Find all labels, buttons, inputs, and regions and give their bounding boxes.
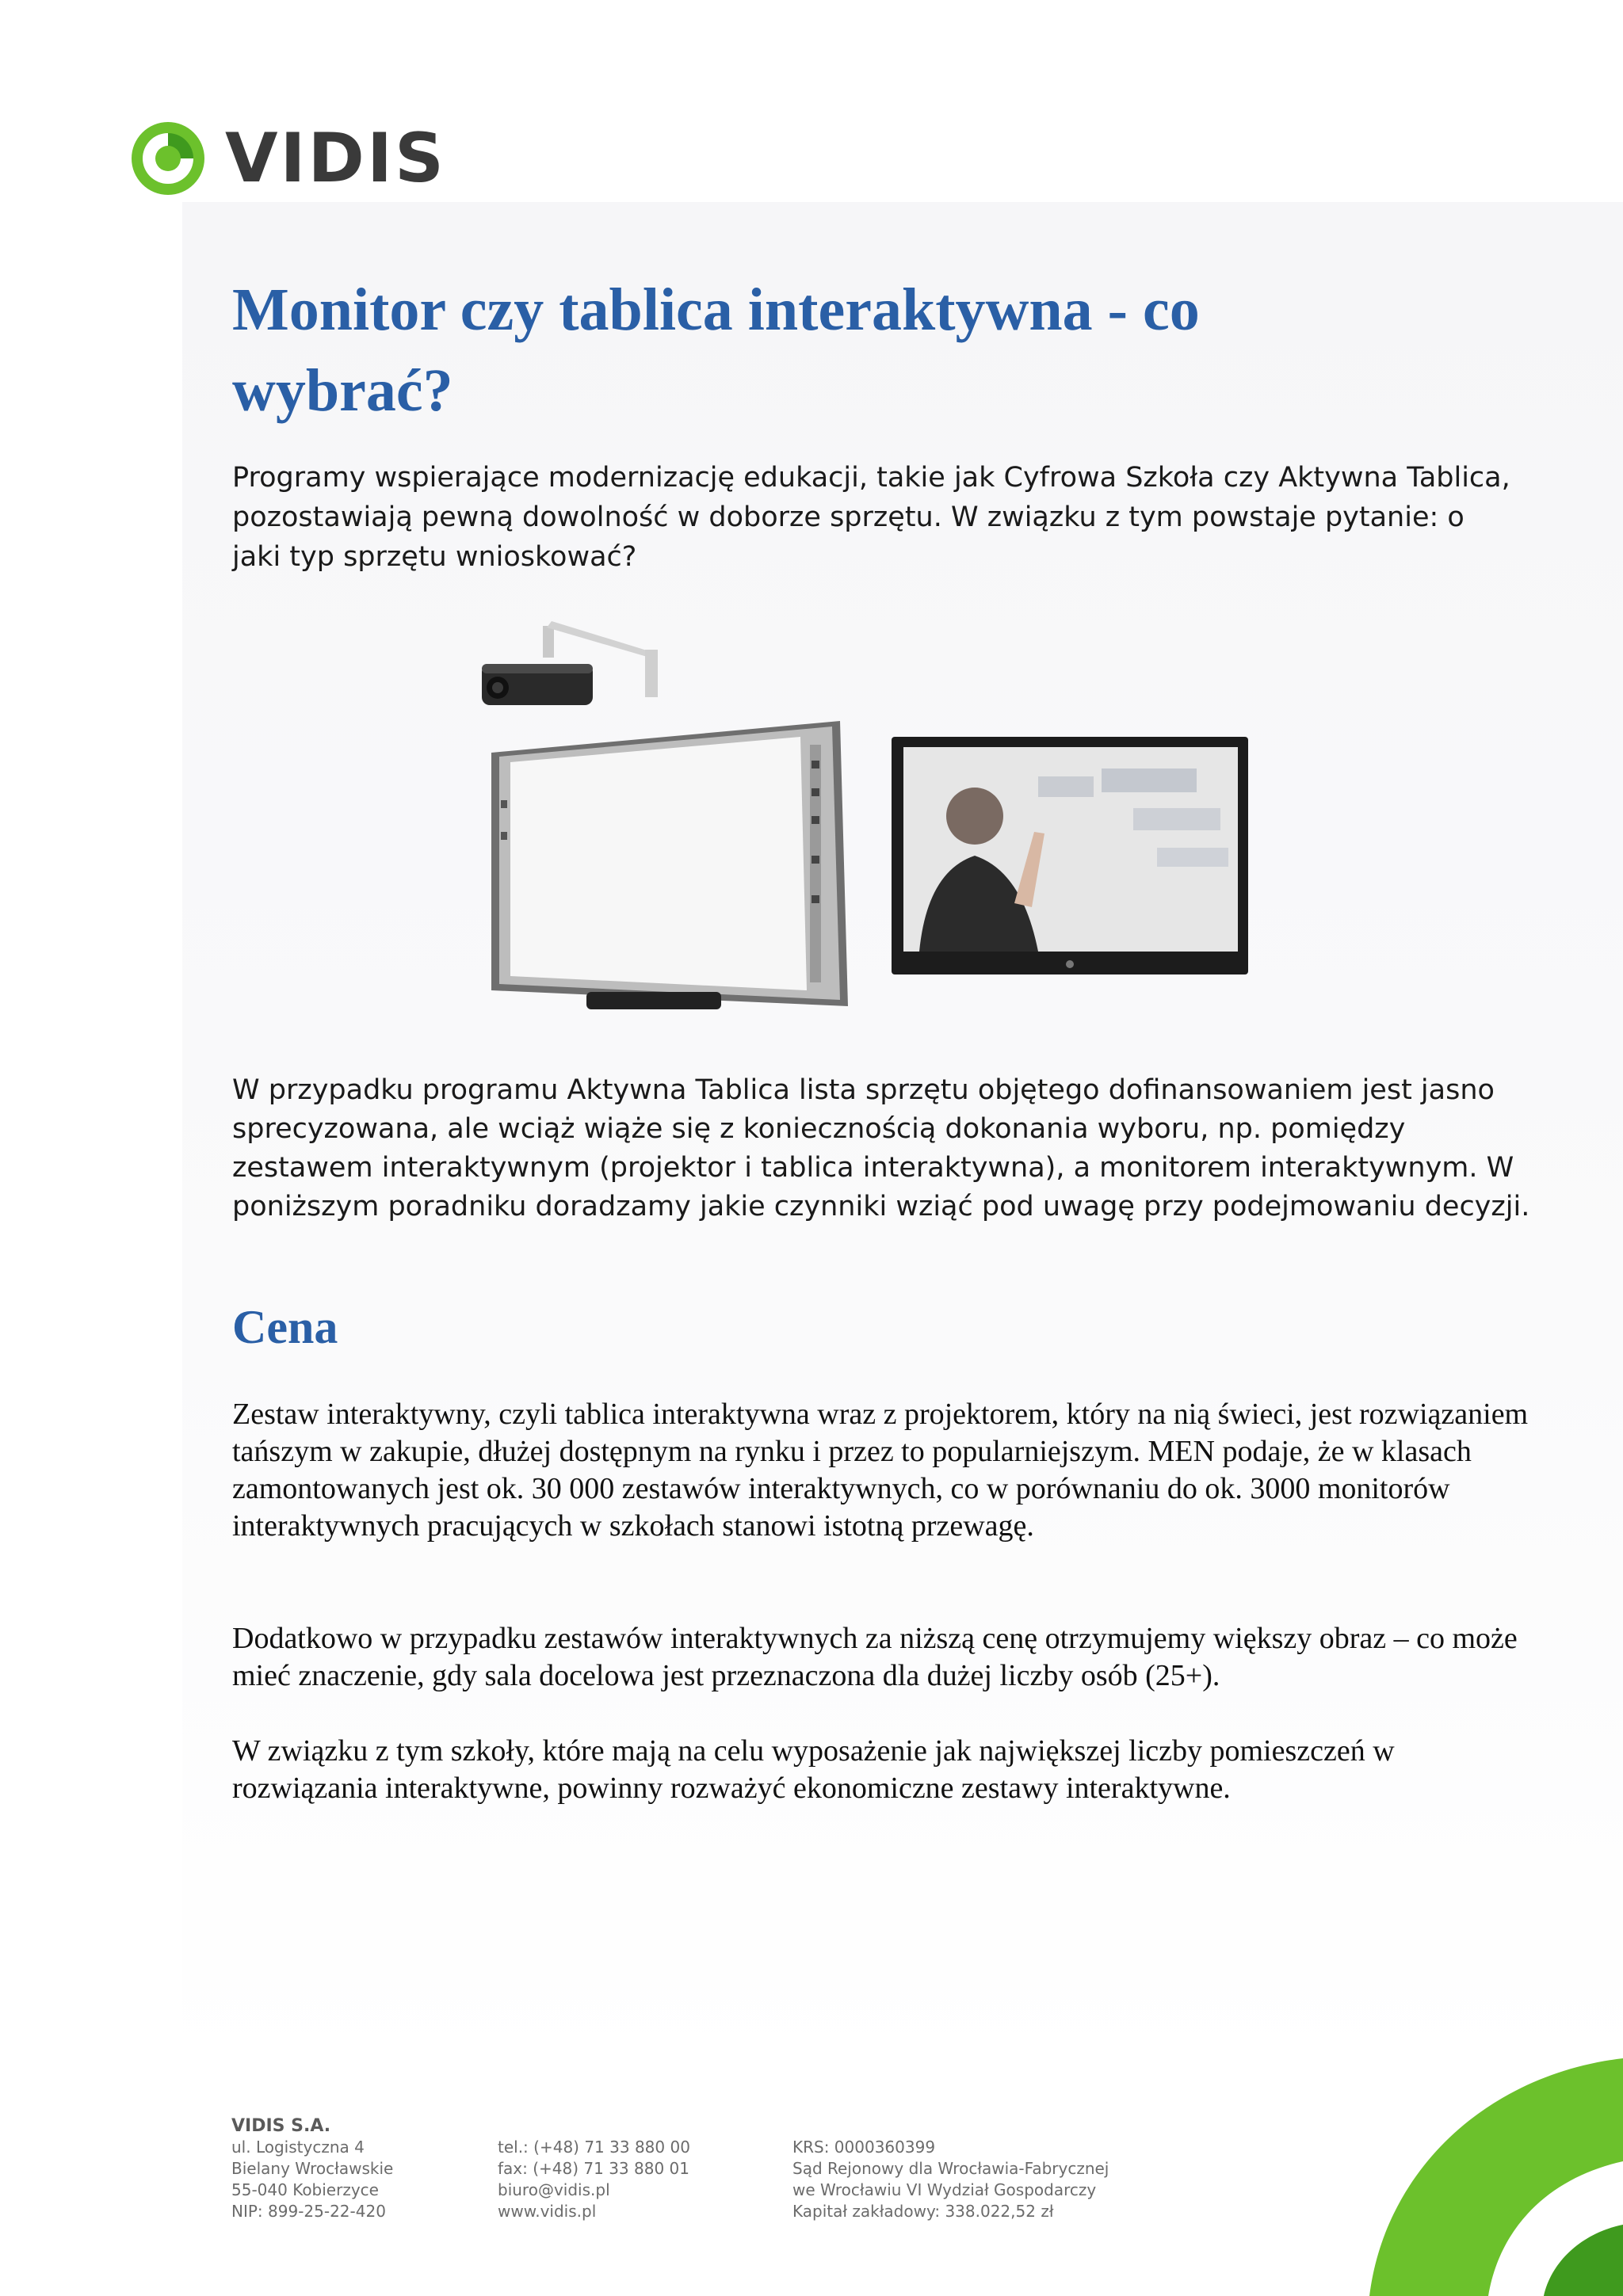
section-paragraph: Dodatkowo w przypadku zestawów interaktywnych za niższą cenę otrzymujemy większy obraz – co może mieć znaczenie, gdy sala docelowa jest przeznaczona dla dużej liczby osób (25+). (232, 1622, 1518, 1692)
footer-krs: KRS: 0000360399 (792, 2138, 936, 2157)
footer-company-name: VIDIS S.A. (231, 2116, 331, 2136)
footer-email-link[interactable]: biuro@vidis.pl (498, 2180, 610, 2199)
footer-address-line: Bielany Wrocławskie (231, 2159, 394, 2178)
footer-address-line: ul. Logistyczna 4 (231, 2138, 365, 2157)
vidis-logo[interactable] (128, 111, 446, 206)
logo-wordmark: VIDIS (225, 119, 446, 198)
section-heading-cena: Cena (232, 1301, 338, 1353)
product-illustration (468, 618, 1260, 1030)
section-paragraph: Zestaw interaktywny, czyli tablica interaktywna wraz z projektorem, który na nią świeci, jest rozwiązaniem tańszym w zakupie, dłużej dostępnym na rynku i przez to popularniejszym. MEN podaje, że w klasach zamontowanych jest ok. 30 000 zestawów interaktywnych, co w porównaniu do ok. 3000 monitorów interaktywnych pracujących w szkołach stanowi istotną przewagę. (232, 1398, 1529, 1543)
section-paragraph: W związku z tym szkoły, które mają na celu wyposażenie jak największej liczby pomieszczeń w rozwiązania interaktywne, powinny rozważyć ekonomiczne zestawy interaktywne. (232, 1734, 1395, 1805)
interactive-whiteboard-icon (491, 721, 848, 1009)
body-paragraph: W przypadku programu Aktywna Tablica lista sprzętu objętego dofinansowaniem jest jasno sprecyzowana, ale wciąż wiąże się z koniecznością dokonania wyboru, np. pomiędzy zestawem interaktywnym (projektor i tablica interaktywna), a monitorem interaktywnym. W poniższym poradniku doradzamy jakie czynniki wziąć pod uwagę przy podejmowaniu decyzji. (232, 1074, 1530, 1222)
projector-icon (482, 621, 658, 705)
footer-address (231, 2115, 393, 2222)
footer-registry (792, 2137, 1109, 2222)
footer-court-dept: we Wrocławiu VI Wydział Gospodarczy (792, 2180, 1097, 2199)
footer-website-link[interactable]: www.vidis.pl (498, 2202, 597, 2221)
intro-paragraph: Programy wspierające modernizację edukacji, takie jak Cyfrowa Szkoła czy Aktywna Tablica, pozostawiają pewną dowolność w doborze sprzętu. W związku z tym powstaje pytanie: o jaki typ sprzętu wnioskować? (232, 462, 1510, 573)
footer-phone[interactable]: tel.: (+48) 71 33 880 00 (498, 2138, 690, 2157)
footer-capital: Kapitał zakładowy: 338.022,52 zł (792, 2202, 1054, 2221)
page-title: Monitor czy tablica interaktywna - co wybrać? (232, 277, 1200, 424)
interactive-monitor-icon (892, 737, 1248, 974)
vidis-swirl-icon (128, 119, 208, 198)
corner-swirl-decoration (1354, 2042, 1623, 2296)
footer-court: Sąd Rejonowy dla Wrocławia-Fabrycznej (792, 2159, 1109, 2178)
footer-fax: fax: (+48) 71 33 880 01 (498, 2159, 689, 2178)
footer-nip: NIP: 899-25-22-420 (231, 2202, 386, 2221)
footer-contact (498, 2137, 690, 2222)
footer-address-line: 55-040 Kobierzyce (231, 2180, 379, 2199)
